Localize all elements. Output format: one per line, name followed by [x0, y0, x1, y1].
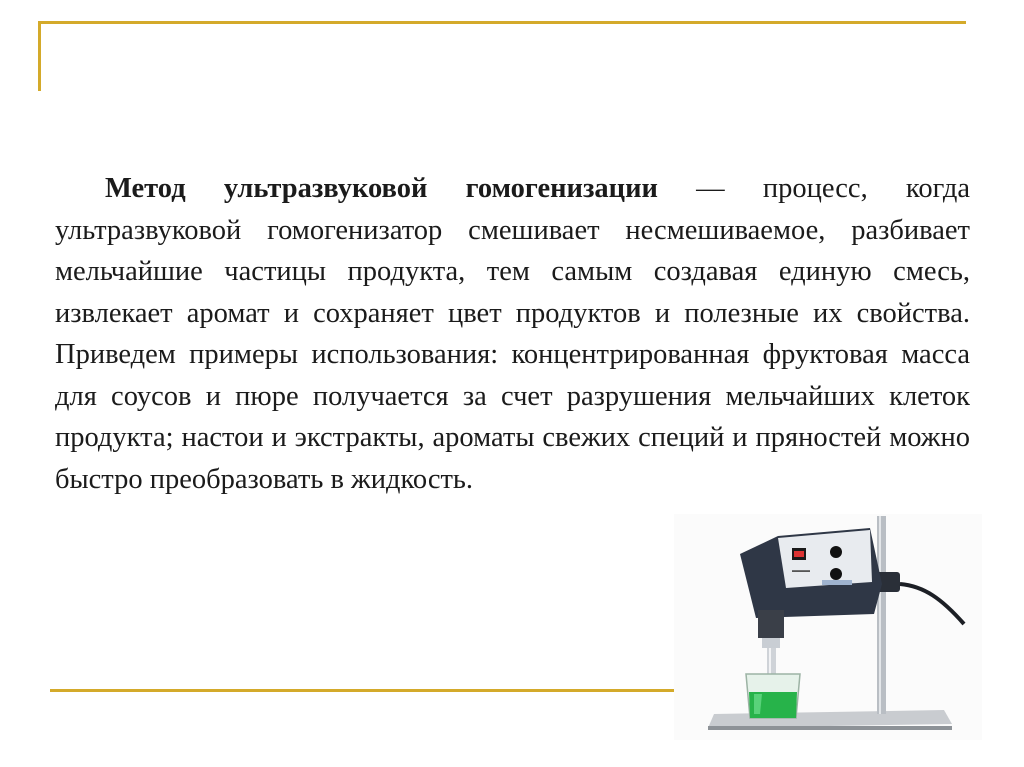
homogenizer-photo [674, 514, 982, 740]
control-knob-top [830, 546, 842, 558]
control-knob-bottom [830, 568, 842, 580]
stand-rod [877, 516, 886, 714]
paragraph-lead-term: Метод ультразвуковой гомогенизации [105, 173, 658, 204]
paragraph-body: — процесс, когда ультразвуковой гомогенизатор смешивает несмешиваемое, разбивает мельчайшие частицы продукта, тем самым создавая единую смесь, извлекает аромат и сохраняет цвет продуктов и полезные их свойства. Приведем примеры использования: концентрированная фруктовая масса для соусов и пюре получается за счет разрушения мельчайших клеток продукта; настои и экстракты, ароматы свежих специй и пряностей можно быстро преобразовать в жидкость. [55, 173, 971, 495]
svg-text:▬▬▬: ▬▬▬ [792, 568, 810, 574]
model-label [822, 580, 852, 585]
slide-paragraph [55, 168, 970, 500]
stand-base-edge [708, 726, 952, 730]
homogenizer-illustration [674, 514, 982, 740]
decorative-bottom-line [50, 689, 690, 692]
device-neck [758, 610, 784, 638]
stand-base-plate [708, 710, 952, 728]
decorative-top-line [38, 21, 966, 24]
power-cable [900, 584, 964, 624]
decorative-left-line [38, 21, 41, 91]
